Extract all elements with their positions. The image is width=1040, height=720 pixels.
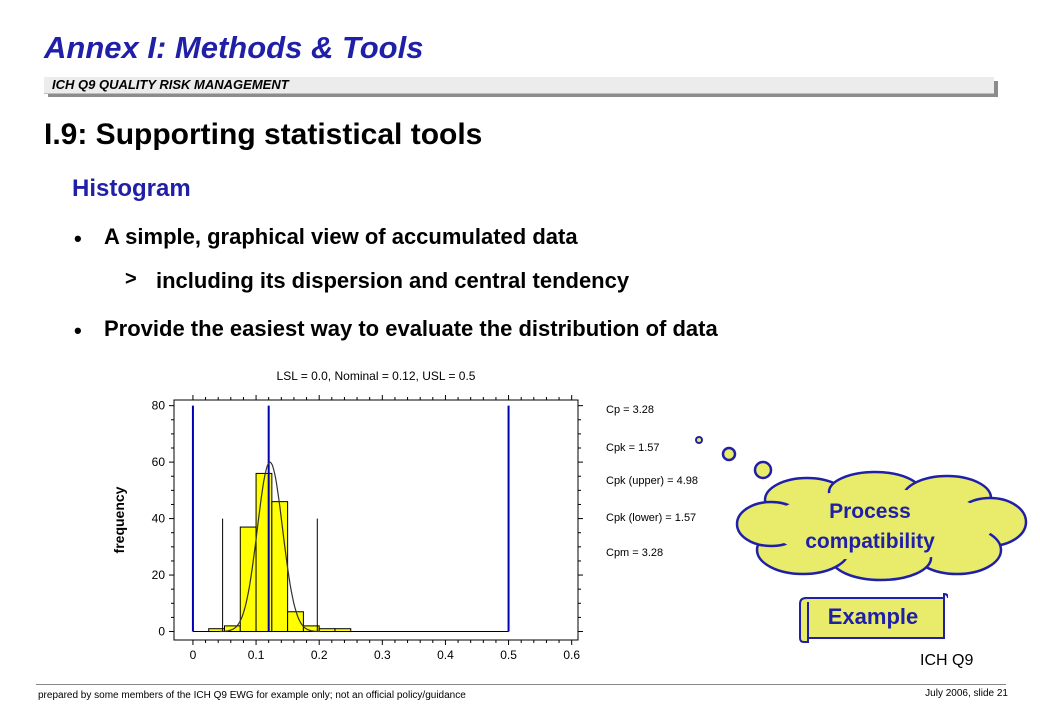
x-tick-label: 0.5 xyxy=(500,648,517,662)
stat-cpk: Cpk = 1.57 xyxy=(606,442,660,454)
histogram-bar xyxy=(288,612,304,632)
x-tick-label: 0.6 xyxy=(563,648,581,662)
y-axis-label: frequency xyxy=(111,486,127,554)
x-tick-label: 0.2 xyxy=(310,648,328,662)
bubble-dot-medium xyxy=(723,448,735,460)
y-tick-label: 0 xyxy=(158,624,165,639)
footer-slide-number: July 2006, slide 21 xyxy=(925,688,1008,699)
thought-cloud-text xyxy=(760,497,980,557)
y-tick-label: 80 xyxy=(151,398,165,413)
slide-title: Annex I: Methods & Tools xyxy=(44,30,424,65)
histogram-bar xyxy=(272,502,288,632)
chart-title: LSL = 0.0, Nominal = 0.12, USL = 0.5 xyxy=(276,369,476,383)
bullet-icon: • xyxy=(74,226,82,251)
footer-divider xyxy=(36,684,1006,685)
x-tick-label: 0.1 xyxy=(247,648,265,662)
y-tick-label: 60 xyxy=(151,455,165,470)
x-tick-label: 0.3 xyxy=(373,648,391,662)
histogram-chart xyxy=(100,360,590,672)
x-tick-label: 0 xyxy=(189,648,197,662)
histogram-heading: Histogram xyxy=(72,175,191,202)
bullet-icon: • xyxy=(74,318,82,343)
cloud-line-2: compatibility xyxy=(805,530,935,553)
cloud-line-1: Process xyxy=(829,500,911,523)
stat-cpm: Cpm = 3.28 xyxy=(606,547,664,559)
y-tick-label: 40 xyxy=(151,511,165,526)
example-label: Example xyxy=(827,604,919,629)
sub-bullet-text: including its dispersion and central tendency xyxy=(156,268,630,293)
stat-cpk-upper: Cpk (upper) = 4.98 xyxy=(606,475,699,487)
sub-bullet-icon: > xyxy=(125,268,137,290)
bubble-dot-small xyxy=(696,437,702,443)
bullet-text: Provide the easiest way to evaluate the distribution of data xyxy=(104,316,718,341)
bullet-text: A simple, graphical view of accumulated data xyxy=(104,224,578,249)
ich-q9-label: ICH Q9 xyxy=(920,652,974,669)
section-heading: I.9: Supporting statistical tools xyxy=(44,118,483,151)
footer-disclaimer: prepared by some members of the ICH Q9 EWG for example only; not an official policy/guidance xyxy=(38,690,466,701)
stat-cp: Cp = 3.28 xyxy=(606,404,655,416)
x-tick-label: 0.4 xyxy=(437,648,454,662)
y-tick-label: 20 xyxy=(151,568,165,583)
plot-frame xyxy=(174,400,578,640)
stat-cpk-lower: Cpk (lower) = 1.57 xyxy=(606,512,697,524)
header-subtitle: ICH Q9 QUALITY RISK MANAGEMENT xyxy=(52,77,289,92)
